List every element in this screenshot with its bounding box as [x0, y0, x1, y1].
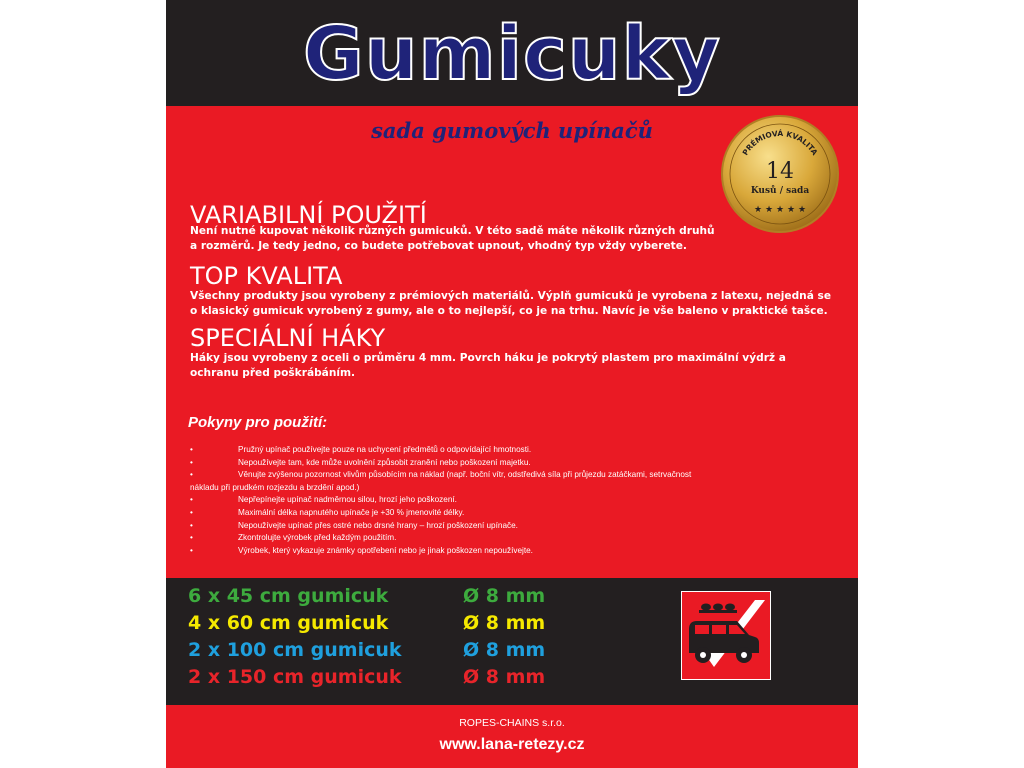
spec-label: 2 x 150 cm gumicuk: [188, 666, 402, 688]
list-item: • Nepřepínejte upínač nadměrnou silou, hrozí jeho poškození.: [190, 495, 457, 505]
list-item: • Výrobek, který vykazuje známky opotřebení nebo je jinak poškozen nepoužívejte.: [190, 545, 533, 555]
feature-line: Háky jsou vyrobeny z oceli o průměru 4 mm. Povrch háku je pokrytý plastem pro maximální výdrž a: [190, 352, 786, 364]
feature-line: ochranu před poškrábáním.: [190, 367, 356, 379]
instructions-title: Pokyny pro použití:: [188, 414, 328, 431]
feature-heading: VARIABILNÍ POUŽITÍ: [190, 201, 427, 229]
seal-stars: [754, 204, 806, 214]
spec-diameter: Ø 8 mm: [463, 585, 546, 607]
star-icon: ★: [786, 204, 796, 214]
spec-diameter: Ø 8 mm: [463, 639, 546, 661]
feature-line: a rozměrů. Je tedy jedno, co budete potřebovat upnout, vhodný typ vždy vyberete.: [190, 240, 687, 252]
spec-label: 2 x 100 cm gumicuk: [188, 639, 402, 661]
list-item: • Pružný upínač používejte pouze na uchycení předmětů o odpovídající hmotnosti.: [190, 445, 532, 454]
spec-label: 4 x 60 cm gumicuk: [188, 612, 389, 634]
quality-seal: [720, 114, 840, 234]
star-icon: ★: [753, 204, 763, 214]
feature-text: [190, 224, 840, 254]
feature-heading: SPECIÁLNÍ HÁKY: [190, 324, 386, 352]
list-item: • Věnujte zvýšenou pozornost vlivům působícím na náklad (např. boční vítr, odstředivá síla při průjezdu zatáčkami, setrvačnost: [190, 470, 692, 480]
car-roof-load-icon: [681, 591, 771, 680]
seal-count: 14: [766, 159, 794, 184]
list-item-continuation: nákladu při prudkém rozjezdu a brzdění apod.): [190, 482, 360, 492]
star-icon: ★: [797, 204, 807, 214]
list-item: • Zkontrolujte výrobek před každým použitím.: [190, 533, 397, 543]
list-item: • Nepoužívejte upínač přes ostré nebo drsné hrany – hrozí poškození upínače.: [190, 520, 518, 530]
seal-bottom-text: Kusů / sada: [750, 186, 810, 196]
list-item: • Maximální délka napnutého upínače je +30 % jmenovité délky.: [190, 507, 465, 517]
instructions-list: [190, 444, 840, 557]
product-subtitle: sada gumových upínačů: [371, 118, 653, 143]
spec-diameter: Ø 8 mm: [463, 612, 546, 634]
feature-line: Není nutné kupovat několik různých gumicuků. V této sadě máte několik různých druhů: [190, 225, 715, 237]
website-url: www.lana-retezy.cz: [439, 736, 585, 753]
spec-row: [188, 584, 546, 608]
seal-top-text: PRÉMIOVÁ KVALITA: [740, 128, 820, 157]
spec-diameter: Ø 8 mm: [463, 666, 546, 688]
product-title: Gumicuky: [303, 11, 721, 97]
spec-row: [188, 611, 546, 635]
star-icon: ★: [775, 204, 785, 214]
feature-heading: TOP KVALITA: [190, 262, 343, 290]
star-icon: ★: [764, 204, 774, 214]
list-item: • Nepoužívejte tam, kde může uvolnění způsobit zranění nebo poškození majetku.: [190, 457, 531, 467]
feature-text: [190, 351, 840, 381]
feature-text: [190, 289, 840, 319]
product-label: [166, 0, 858, 768]
feature-line: o klasický gumicuk vyrobený z gumy, ale o to nejlepší, co je na trhu. Navíc je vše baleno v praktické tašce.: [190, 305, 828, 317]
spec-row: [188, 638, 546, 662]
spec-label: 6 x 45 cm gumicuk: [188, 585, 389, 607]
feature-line: Všechny produkty jsou vyrobeny z prémiových materiálů. Výplň gumicuků je vyrobena z latexu, nejedná se: [190, 290, 832, 302]
company-name: ROPES-CHAINS s.r.o.: [459, 717, 565, 729]
spec-row: [188, 665, 546, 689]
